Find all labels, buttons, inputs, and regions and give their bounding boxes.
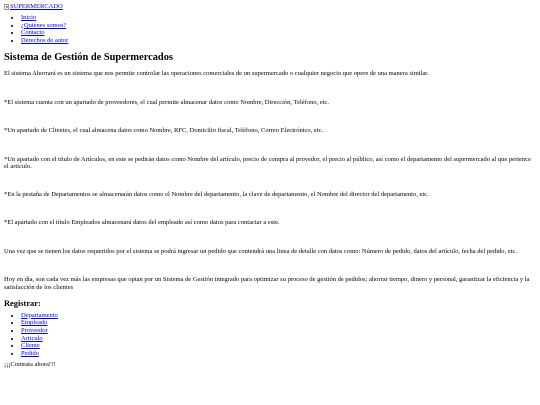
logo-alt-text: SUPERMERCADO (10, 3, 63, 10)
intro-paragraph: El sistema Ahorrará es un sistema que nos permite controlar las operaciones comerciales de un supermercado o cualquier negocio que opere de una manera similar. (4, 69, 429, 77)
nav-link-derechos-de-autor[interactable]: Derechos de autor (21, 36, 69, 44)
main-nav (4, 14, 536, 44)
nav-link-inicio[interactable]: Inicio (21, 14, 37, 22)
register-list (4, 312, 536, 358)
register-link-pedido[interactable]: Pedido (21, 349, 40, 357)
contract-cta-text: ¡¡¡Contrata ahora!!! (4, 361, 56, 369)
departamentos-paragraph: *En la pestaña de Departamentos se almacenarán datos como el Nombre del departamento, la clave de departamento, el Nombre del director del departamento, etc. (4, 190, 429, 198)
register-link-empleado[interactable]: Empleado (21, 319, 48, 327)
pedido-paragraph: Una vez que se tienen los datos requeridos por el sistema se podrá ingresar un pedido que contendrá una linea de detalle con datos como: Número de pedido, datos del artículo, fecha del pedido, etc. (4, 247, 517, 255)
register-item (21, 335, 536, 343)
articulos-paragraph: *Un apartado con el título de Artículos, en este se pedirán datos como Nombre del artículo, precio de compra al provedor, el precio al público, así como el departamento del supermercado al que pertence el artículo. (4, 155, 531, 171)
nav-item (21, 29, 536, 37)
page-title: Sistema de Gestión de Supermercados (4, 51, 173, 63)
nav-item (21, 22, 536, 30)
nav-link-contacto[interactable]: Contacto (21, 29, 45, 37)
register-item (21, 350, 536, 358)
nav-item (21, 37, 536, 45)
register-link-departamento[interactable]: Departamento (21, 311, 58, 319)
nav-link-quienes-somos[interactable]: ¿Quiénes somos? (21, 21, 67, 29)
proveedores-paragraph: *El sistema cuenta con un apartado de proveedores, el cual permite almacenar datos como Nombre, Dirección, Teléfono, etc. (4, 99, 330, 106)
register-link-proveedor[interactable]: Proveedor (21, 327, 48, 335)
broken-image-icon (4, 4, 9, 10)
register-item (21, 312, 536, 320)
register-link-articulo[interactable]: Articulo (21, 334, 43, 342)
register-heading: Registrar: (4, 299, 41, 309)
clientes-paragraph: *Un apartado de Clientes, el cual almacena datos como Nombre, RFC, Domicilio fiscal, Teléfono, Correo Electrónico, etc. (4, 127, 324, 135)
gestion-paragraph: Hoy en día, son cada vez más las empresas que optan por un Sistema de Gestión integrado para optimizar su proceso de gestión de pedidos; ahorrar tiempo, dinero y personal, garantizar la eficiencia y la satisfacción de los clientes (4, 276, 530, 291)
logo-link[interactable] (4, 3, 63, 10)
register-link-cliente[interactable]: Cliente (21, 342, 40, 350)
register-item (21, 342, 536, 350)
empleados-paragraph: *El apartado con el título Empleados almacenará datos del empleado así como datos para contactar a este. (4, 219, 280, 227)
register-item (21, 327, 536, 335)
nav-item (21, 14, 536, 22)
register-item (21, 319, 536, 327)
